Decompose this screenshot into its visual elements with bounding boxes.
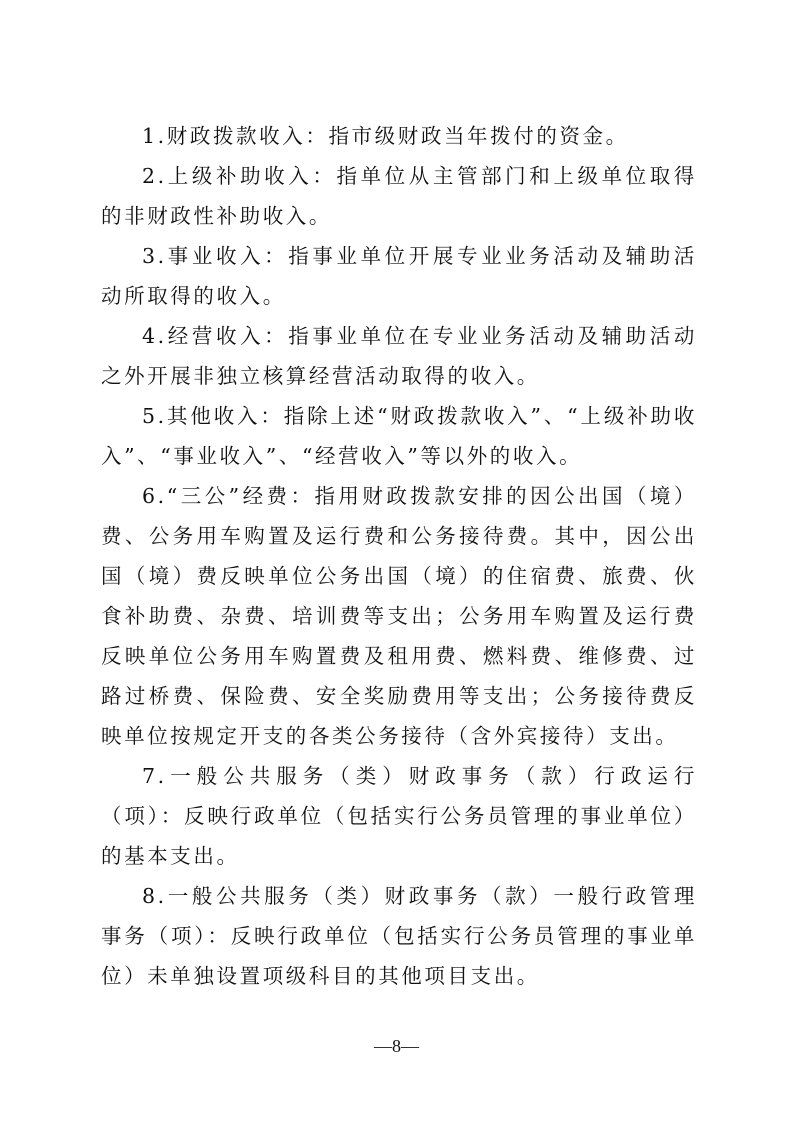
paragraph-superior-subsidy-income: 2.上级补助收入：指单位从主管部门和上级单位取得的非财政性补助收入。 — [101, 164, 697, 228]
paragraph-general-administrative-affairs: 8.一般公共服务（类）财政事务（款）一般行政管理事务（项）：反映行政单位（包括实行公务员管理的事业单位）未单独设置项级科目的其他项目支出。 — [101, 884, 697, 988]
page-number: —8— — [374, 1036, 419, 1056]
paragraph-operating-income: 4.经营收入：指事业单位在专业业务活动及辅助活动之外开展非独立核算经营活动取得的收入。 — [101, 324, 697, 388]
paragraph-fiscal-appropriation-income: 1.财政拨款收入：指市级财政当年拨付的资金。 — [142, 124, 629, 148]
paragraph-other-income: 5.其他收入：指除上述“财政拨款收入”、“上级补助收入”、“事业收入”、“经营收入”等以外的收入。 — [101, 404, 697, 468]
document-body — [101, 116, 697, 996]
paragraph-administrative-operation: 7.一般公共服务（类）财政事务（款）行政运行（项）：反映行政单位（包括实行公务员管理的事业单位）的基本支出。 — [101, 764, 697, 868]
paragraph-three-public-expenses: 6.“三公”经费：指用财政拨款安排的因公出国（境）费、公务用车购置及运行费和公务接待费。其中，因公出国（境）费反映单位公务出国（境）的住宿费、旅费、伙食补助费、杂费、培训费等支出；公务用车购置及运行费反映单位公务用车购置费及租用费、燃料费、维修费、过路过桥费、保险费、安全奖励费用等支出；公务接待费反映单位按规定开支的各类公务接待（含外宾接待）支出。 — [101, 484, 697, 748]
paragraph-business-income: 3.事业收入：指事业单位开展专业业务活动及辅助活动所取得的收入。 — [101, 244, 697, 308]
